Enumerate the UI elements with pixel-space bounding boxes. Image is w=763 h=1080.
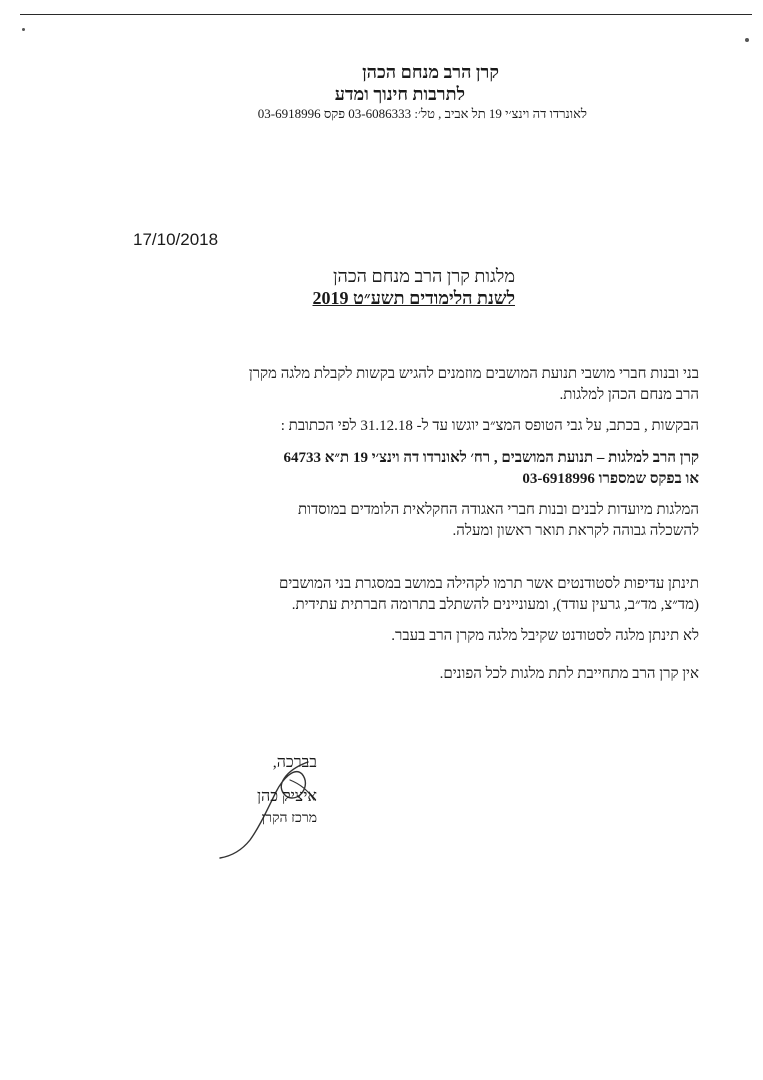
disclaimer-line: אין קרן הרב מתחייבת לתת מלגות לכל הפונים. [439, 666, 699, 682]
org-subtitle: לתרבות חינוך ומדע [334, 84, 465, 104]
letter-subtitle: לשנת הלימודים תשע״ט 2019 [312, 288, 515, 308]
preference-paragraph [129, 574, 699, 616]
signer-role: מרכז הקרן [261, 811, 317, 826]
preference-line: (מד״צ, מד״ב, גרעין עודד), ומעוניינים להשתלב בתרומה חברתית עתידית. [291, 597, 699, 613]
request-line: הבקשות , בכתב, על גבי הטופס המצ״ב יוגשו עד ל- 31.12.18 לפי הכתובת : [280, 418, 699, 434]
signer-name: איציק כהן [256, 788, 317, 805]
eligibility-paragraph [129, 500, 699, 542]
mailing-address [129, 448, 699, 490]
eligibility-line: המלגות מיועדות לבנים ובנות חברי האגודה החקלאית הלומדים במוסדות [297, 502, 699, 518]
org-address: לאונרדו דה וינצ׳י 19 תל אביב , טל׳: 03-6086333 פקס 03-6918996 [257, 106, 587, 121]
fax-line: או בפקס שמספרו 03-6918996 [522, 471, 699, 487]
scan-speck [22, 28, 25, 31]
letter-title: מלגות קרן הרב מנחם הכהן [332, 266, 515, 286]
closing-text: בברכה, [272, 754, 317, 771]
preference-line: תינתן עדיפות לסטודנטים אשר תרמו לקהילה במושב במסגרת בני המושבים [278, 576, 699, 592]
signature-block [257, 752, 317, 830]
exclusion-line: לא תינתן מלגה לסטודנט שקיבל מלגה מקרן הרב בעבר. [391, 628, 699, 644]
address-line: קרן הרב למלגות – תנועת המושבים , רח׳ לאונרדו דה וינצ׳י 19 ת״א 64733 [283, 450, 699, 466]
intro-paragraph [129, 364, 699, 406]
scan-speck [745, 38, 749, 42]
top-border-line [20, 14, 752, 15]
request-paragraph [129, 416, 699, 437]
disclaimer-paragraph [129, 664, 699, 685]
intro-line: הרב מנחם הכהן למלגות. [559, 387, 699, 403]
org-name: קרן הרב מנחם הכהן [362, 62, 499, 82]
letter-date: 17/10/2018 [133, 230, 219, 249]
exclusion-paragraph [129, 626, 699, 647]
intro-line: בני ובנות חברי מושבי תנועת המושבים מוזמנים להגיש בקשות לקבלת מלגה מקרן [248, 366, 699, 382]
eligibility-line: להשכלה גבוהה לקראת תואר ראשון ומעלה. [452, 523, 699, 539]
